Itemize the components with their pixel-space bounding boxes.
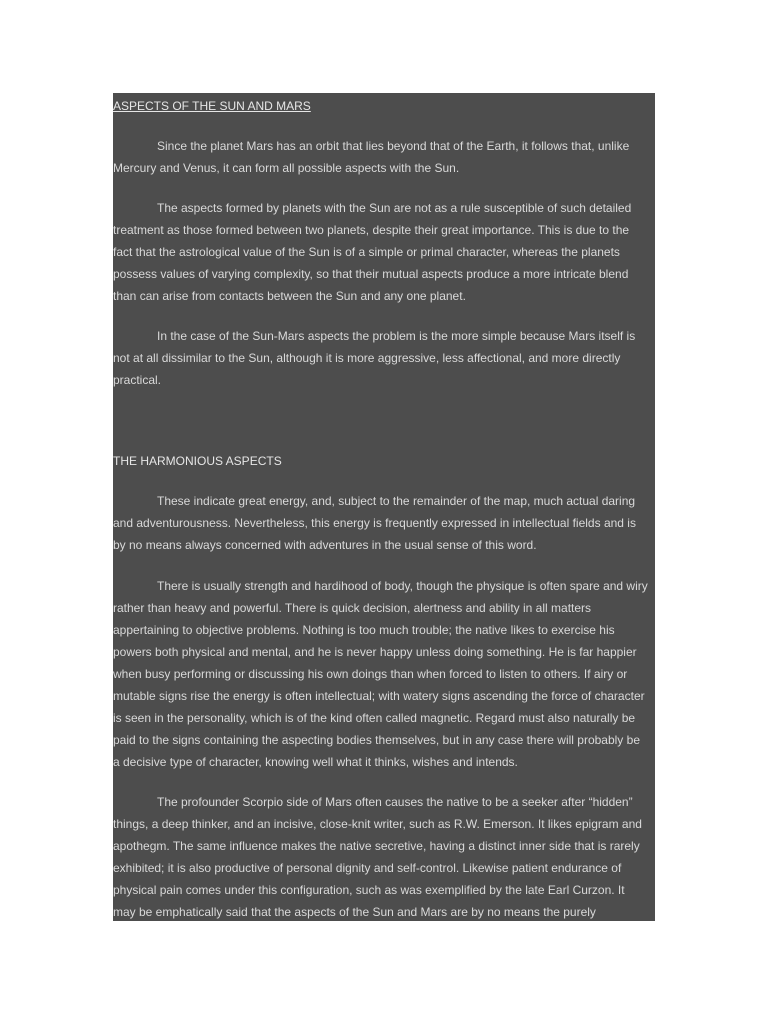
- document-text-block: [113, 93, 655, 921]
- paragraph: [113, 135, 655, 179]
- paragraph-line: These indicate great energy, and, subject to the remainder of the map, much actual daring: [157, 494, 636, 508]
- paragraph-line: physical pain comes under this configuration, such as was exemplified by the late Earl Curzon. It: [113, 883, 625, 897]
- paragraph-line: rather than heavy and powerful. There is quick decision, alertness and ability in all matters: [113, 601, 592, 615]
- paragraph-line: apothegm. The same influence makes the native secretive, having a distinct inner side that is rarely: [113, 839, 640, 853]
- paragraph-line: and adventurousness. Nevertheless, this energy is frequently expressed in intellectual fields and is: [113, 516, 636, 530]
- paragraph-line: Since the planet Mars has an orbit that lies beyond that of the Earth, it follows that, unlike: [157, 139, 630, 153]
- paragraph-line: treatment as those formed between two planets, despite their great importance. This is due to the: [113, 223, 630, 237]
- paragraph-line: fact that the astrological value of the Sun is of a simple or primal character, whereas the planets: [113, 245, 620, 259]
- paragraph-line: In the case of the Sun-Mars aspects the problem is the more simple because Mars itself is: [157, 329, 636, 343]
- paragraph: [113, 197, 655, 307]
- paragraph-line: appertaining to objective problems. Nothing is too much trouble; the native likes to exercise his: [113, 623, 615, 637]
- paragraph-line: not at all dissimilar to the Sun, although it is more aggressive, less affectional, and more directly: [113, 351, 621, 365]
- paragraph-line: practical.: [113, 373, 162, 387]
- paragraph-line: is seen in the personality, which is of the kind often called magnetic. Regard must also naturally be: [113, 711, 636, 725]
- paragraph-line: The aspects formed by planets with the Sun are not as a rule susceptible of such detailed: [157, 201, 632, 215]
- paragraph-line: There is usually strength and hardihood of body, though the physique is often spare and wiry: [157, 579, 648, 593]
- paragraph-line: exhibited; it is also productive of personal dignity and self-control. Likewise patient endurance of: [113, 861, 622, 875]
- paragraph: [113, 325, 655, 391]
- paragraph-line: things, a deep thinker, and an incisive, close-knit writer, such as R.W. Emerson. It likes epigram and: [113, 817, 642, 831]
- paragraph-line: The profounder Scorpio side of Mars often causes the native to be a seeker after “hidden”: [157, 795, 633, 809]
- paragraph: [113, 791, 655, 921]
- paragraph-line: when busy performing or discussing his own doings than when forced to listen to others. If airy or: [113, 667, 628, 681]
- paragraph-line: a decisive type of character, knowing well what it thinks, wishes and intends.: [113, 755, 518, 769]
- paragraph: [113, 490, 655, 556]
- paragraph-line: Mercury and Venus, it can form all possible aspects with the Sun.: [113, 161, 460, 175]
- paragraph-line: mutable signs rise the energy is often intellectual; with watery signs ascending the force of character: [113, 689, 645, 703]
- paragraph-line: by no means always concerned with adventures in the usual sense of this word.: [113, 538, 537, 552]
- paragraph-line: may be emphatically said that the aspects of the Sun and Mars are by no means the purely: [113, 905, 596, 919]
- paragraph: [113, 575, 655, 773]
- paragraph-line: than can arise from contacts between the Sun and any one planet.: [113, 289, 466, 303]
- paragraph-line: paid to the signs containing the aspecting bodies themselves, but in any case there will probably be: [113, 733, 640, 747]
- section-heading-harmonious-aspects: THE HARMONIOUS ASPECTS: [113, 454, 282, 468]
- paragraph-line: powers both physical and mental, and he is never happy unless doing something. He is far happier: [113, 645, 637, 659]
- section-heading-aspects-sun-mars: ASPECTS OF THE SUN AND MARS: [113, 99, 311, 113]
- paragraph-line: possess values of varying complexity, so that their mutual aspects produce a more intricate blend: [113, 267, 629, 281]
